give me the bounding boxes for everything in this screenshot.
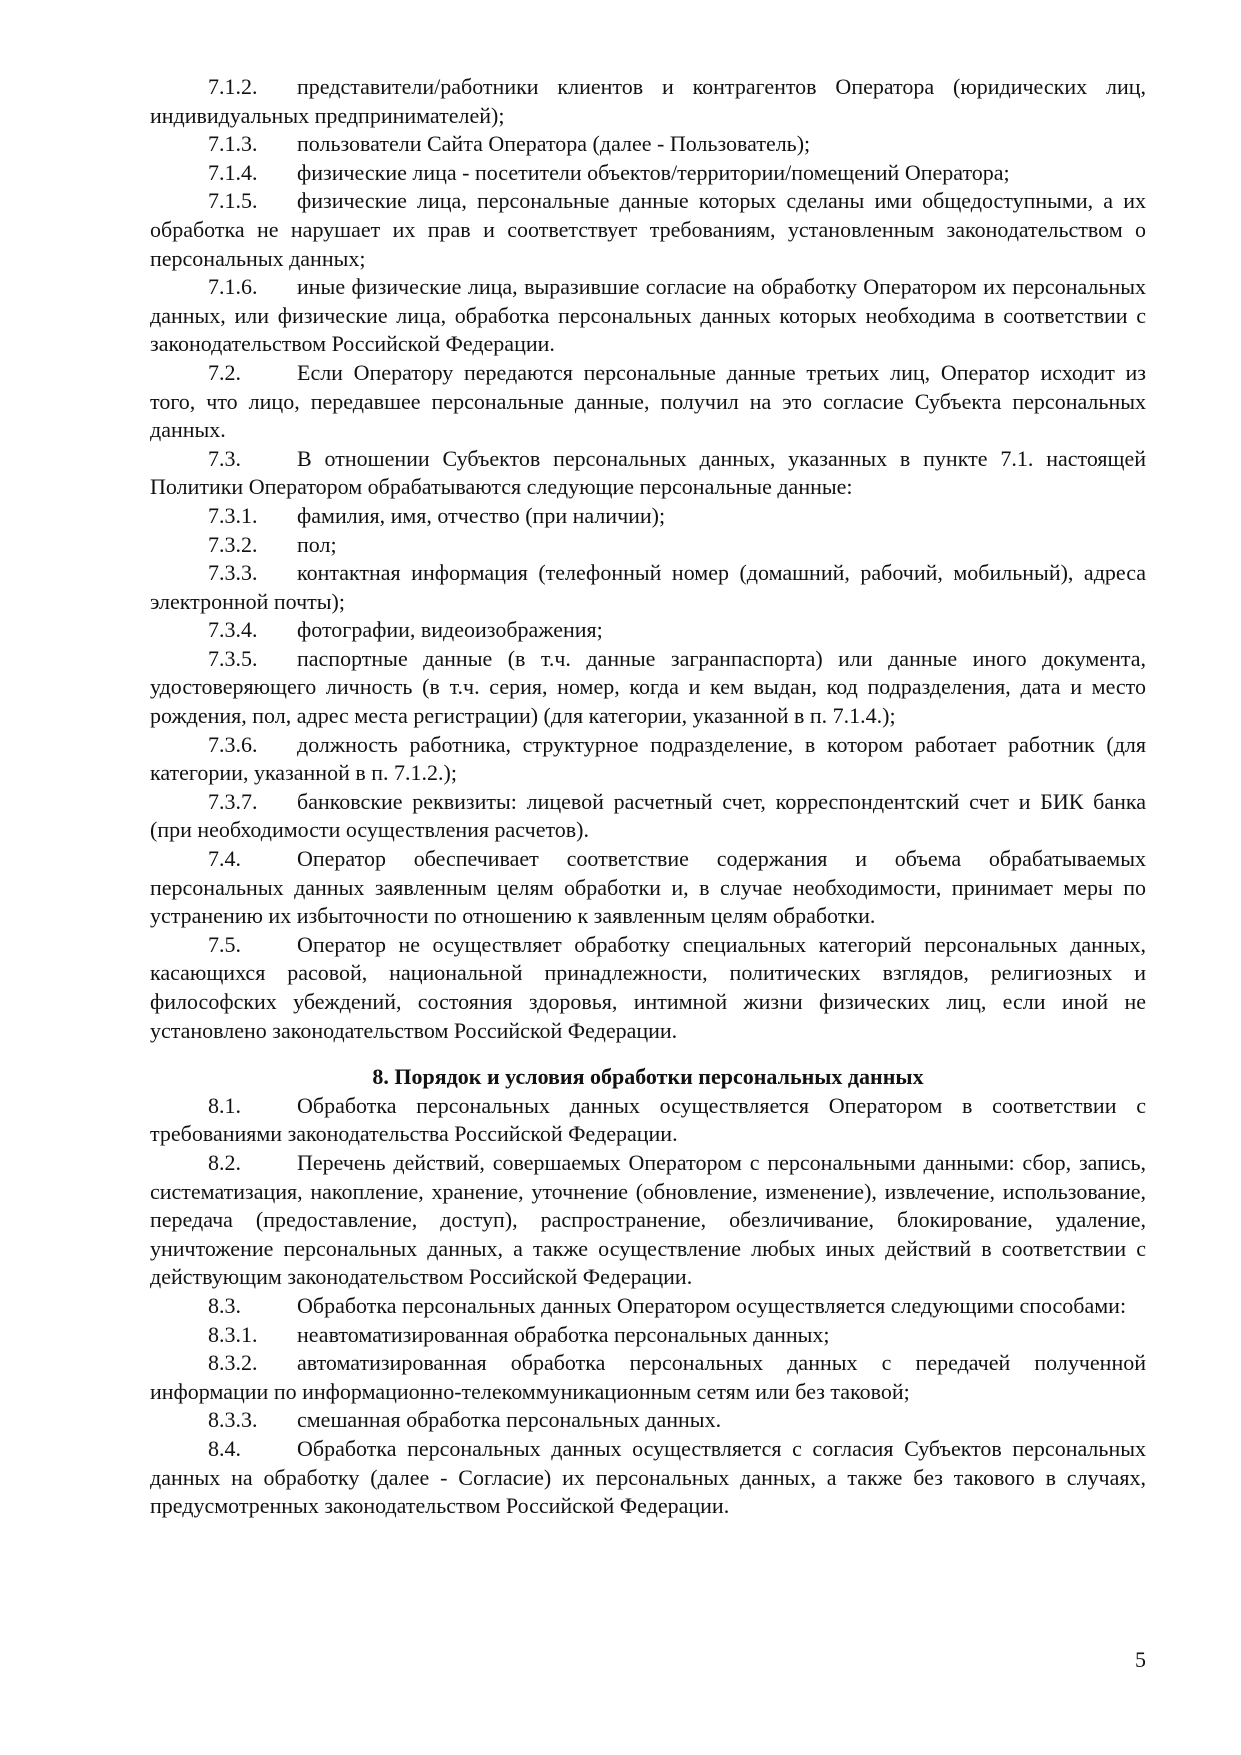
item-number: 7.1.5. <box>208 188 258 214</box>
item-number: 7.3.1. <box>208 502 258 528</box>
item-text: фотографии, видеоизображения; <box>297 617 603 643</box>
list-item <box>150 445 1146 502</box>
list-item <box>150 130 1146 159</box>
list-item <box>150 788 1146 845</box>
list-item <box>150 1321 1146 1350</box>
item-number: 7.2. <box>208 359 241 385</box>
item-text: контактная информация (телефонный номер (домашний, рабочий, мобильный), адреса электронной почты); <box>150 560 1146 614</box>
item-number: 7.3.2. <box>208 531 258 557</box>
list-item <box>150 731 1146 788</box>
item-number: 7.3.4. <box>208 617 258 643</box>
item-text: пользователи Сайта Оператора (далее - Пользователь); <box>297 131 811 157</box>
item-text: Перечень действий, совершаемых Оператором с персональными данными: сбор, запись, систематизация, накопление, хранение, уточнение (обновление, изменение), извлечение, использование, передача (предоставление, доступ), распространение, обезличивание, блокирование, удаление, уничтожение персональных данных, а также осуществление любых иных действий в соответствии с действующим законодательством Российской Федерации. <box>150 1149 1146 1290</box>
list-item <box>150 1349 1146 1406</box>
item-number: 7.1.2. <box>208 74 258 99</box>
list-item <box>150 616 1146 645</box>
list-item <box>150 187 1146 273</box>
list-item <box>150 531 1146 560</box>
item-text: физические лица, персональные данные которых сделаны ими общедоступными, а их обработка не нарушает их прав и соответствует требованиям, установленным законодательством о персональных данных; <box>150 188 1146 271</box>
list-item <box>150 931 1146 1045</box>
item-number: 8.3.3. <box>208 1407 258 1433</box>
item-text: паспортные данные (в т.ч. данные загранпаспорта) или данные иного документа, удостоверяющего личность (в т.ч. серия, номер, когда и кем выдан, код подразделения, дата и место рождения, пол, адрес места регистрации) (для категории, указанной в п. 7.1.4.); <box>150 645 1146 729</box>
item-text: должность работника, структурное подразделение, в котором работает работник (для категории, указанной в п. 7.1.2.); <box>150 731 1146 786</box>
item-number: 7.1.6. <box>208 274 258 300</box>
item-number: 7.3.6. <box>208 731 258 757</box>
list-item <box>150 359 1146 445</box>
item-text: смешанная обработка персональных данных. <box>297 1407 722 1433</box>
list-item <box>150 559 1146 616</box>
item-text: иные физические лица, выразившие согласие на обработку Оператором их персональных данных, или физические лица, обработка персональных данных которых необходима в соответствии с законодательством Российской Федерации. <box>150 274 1146 357</box>
item-number: 8.3.1. <box>208 1321 258 1347</box>
section-heading: 8. Порядок и условия обработки персональных данных <box>372 1064 924 1090</box>
item-number: 7.3.5. <box>208 645 258 671</box>
list-item <box>150 1092 1146 1149</box>
list-item <box>150 73 1146 130</box>
item-number: 8.1. <box>208 1092 241 1118</box>
item-number: 8.3.2. <box>208 1350 258 1376</box>
list-item <box>150 845 1146 931</box>
item-number: 7.1.3. <box>208 131 258 157</box>
item-text: автоматизированная обработка персональных данных с передачей полученной информации по информационно-телекоммуникационным сетям или без таковой; <box>150 1350 1146 1404</box>
item-text: фамилия, имя, отчество (при наличии); <box>297 502 666 528</box>
item-text: физические лица - посетители объектов/территории/помещений Оператора; <box>297 159 1010 185</box>
item-text: пол; <box>297 531 337 557</box>
item-text: Оператор обеспечивает соответствие содержания и объема обрабатываемых персональных данных заявленным целям обработки и, в случае необходимости, принимает меры по устранению их избыточности по отношению к заявленным целям обработки. <box>150 846 1146 929</box>
item-number: 7.4. <box>208 846 241 872</box>
list-item <box>150 159 1146 188</box>
item-text: представители/работники клиентов и контрагентов Оператора (юридических лиц, индивидуальных предпринимателей); <box>150 74 1146 128</box>
list-item <box>150 502 1146 531</box>
item-text: банковские реквизиты: лицевой расчетный счет, корреспондентский счет и БИК банка (при необходимости осуществления расчетов). <box>150 788 1146 843</box>
item-number: 7.3. <box>208 445 241 471</box>
item-number: 7.3.3. <box>208 560 258 586</box>
item-number: 7.1.4. <box>208 159 258 185</box>
item-text: Обработка персональных данных осуществляется с согласия Субъектов персональных данных на обработку (далее - Согласие) их персональных данных, а также без такового в случаях, предусмотренных законодательством Российской Федерации. <box>150 1435 1146 1519</box>
item-number: 8.3. <box>208 1292 241 1318</box>
list-item <box>150 1406 1146 1435</box>
page-number: 5 <box>1135 1647 1146 1672</box>
list-item <box>150 1292 1146 1321</box>
item-number: 7.3.7. <box>208 788 258 814</box>
item-text: неавтоматизированная обработка персональных данных; <box>297 1321 830 1347</box>
list-item <box>150 1149 1146 1292</box>
item-text: Обработка персональных данных Оператором осуществляется следующими способами: <box>297 1292 1127 1318</box>
item-number: 7.5. <box>208 931 241 957</box>
item-number: 8.2. <box>208 1149 241 1175</box>
item-text: Если Оператору передаются персональные данные третьих лиц, Оператор исходит из того, что лицо, передавшее персональные данные, получил на это согласие Субъекта персональных данных. <box>150 359 1146 443</box>
item-text: Обработка персональных данных осуществляется Оператором в соответствии с требованиями законодательства Российской Федерации. <box>150 1092 1146 1147</box>
list-item <box>150 1435 1146 1521</box>
document-body <box>150 73 1146 1521</box>
item-text: В отношении Субъектов персональных данных, указанных в пункте 7.1. настоящей Политики Оператором обрабатываются следующие персональные данные: <box>150 445 1146 500</box>
list-item <box>150 273 1146 359</box>
item-text: Оператор не осуществляет обработку специальных категорий персональных данных, касающихся расовой, национальной принадлежности, политических взглядов, религиозных и философских убеждений, состояния здоровья, интимной жизни физических лиц, если иной не установлено законодательством Российской Федерации. <box>150 931 1146 1043</box>
item-number: 8.4. <box>208 1435 241 1461</box>
list-item <box>150 645 1146 731</box>
